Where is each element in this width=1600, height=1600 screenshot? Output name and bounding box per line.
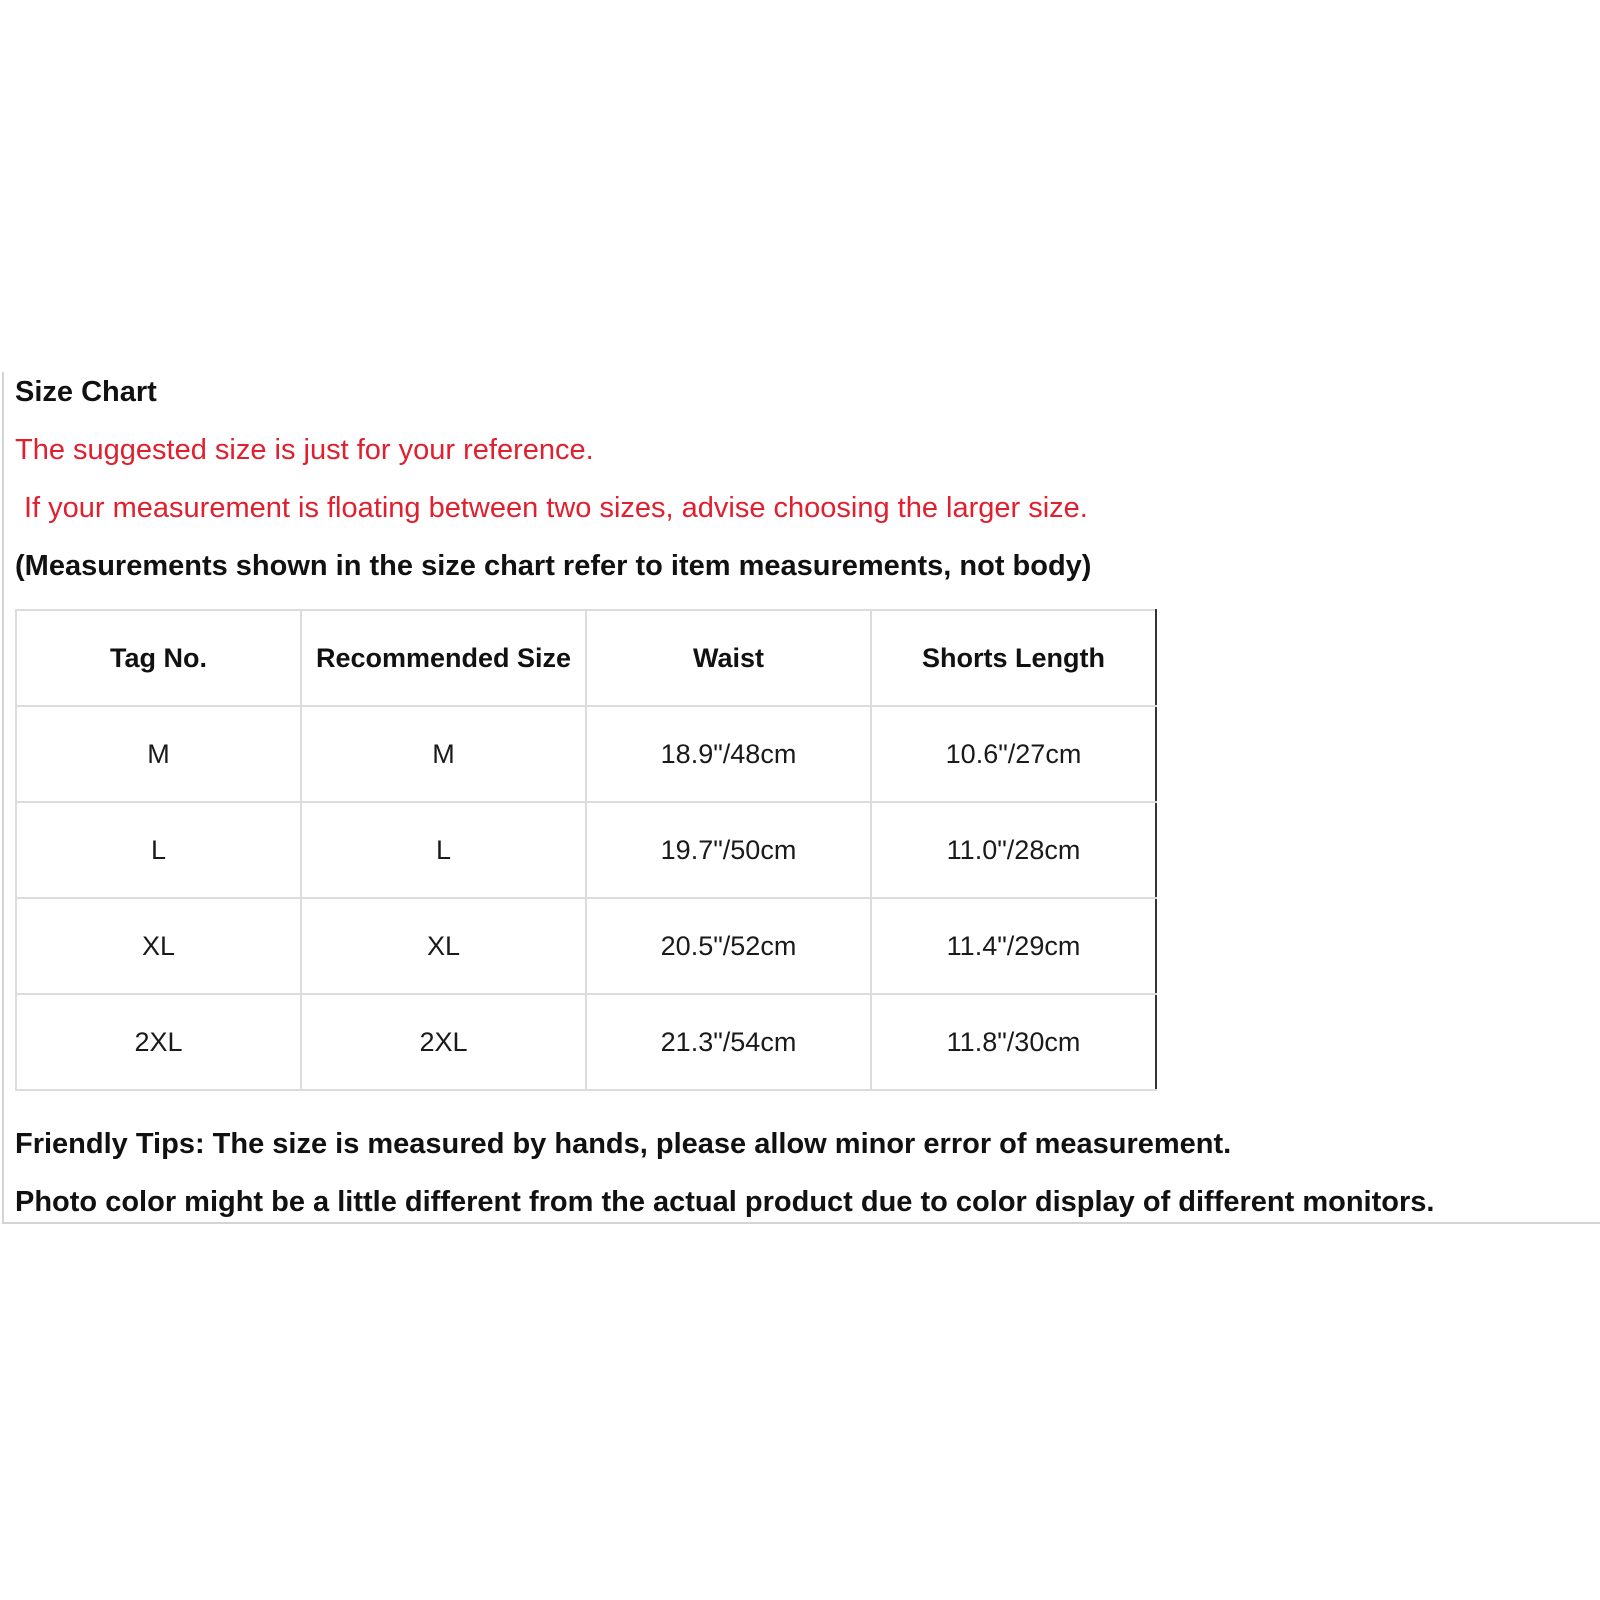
size-chart-title: Size Chart [15, 376, 157, 408]
measurement-note: (Measurements shown in the size chart refer to item measurements, not body) [15, 550, 1092, 582]
table-row [16, 898, 1156, 994]
table-row [16, 994, 1156, 1090]
cell-shorts-length: 11.4"/29cm [871, 898, 1156, 994]
header-recommended-size: Recommended Size [301, 610, 586, 706]
photo-color-note: Photo color might be a little different from the actual product due to color display of different monitors. [15, 1186, 1435, 1218]
header-shorts-length: Shorts Length [871, 610, 1156, 706]
table-header-row [16, 610, 1156, 706]
table-row [16, 802, 1156, 898]
cell-waist: 19.7"/50cm [586, 802, 871, 898]
friendly-tips: Friendly Tips: The size is measured by hands, please allow minor error of measurement. [15, 1128, 1232, 1160]
cell-tag-no: 2XL [16, 994, 301, 1090]
cell-waist: 20.5"/52cm [586, 898, 871, 994]
cell-shorts-length: 11.0"/28cm [871, 802, 1156, 898]
cell-recommended-size: 2XL [301, 994, 586, 1090]
reference-note: The suggested size is just for your reference. [15, 434, 594, 466]
cell-tag-no: L [16, 802, 301, 898]
size-chart-panel [2, 372, 1600, 1224]
table-row [16, 706, 1156, 802]
cell-tag-no: XL [16, 898, 301, 994]
cell-recommended-size: XL [301, 898, 586, 994]
header-tag-no: Tag No. [16, 610, 301, 706]
cell-waist: 18.9"/48cm [586, 706, 871, 802]
cell-tag-no: M [16, 706, 301, 802]
header-waist: Waist [586, 610, 871, 706]
cell-shorts-length: 11.8"/30cm [871, 994, 1156, 1090]
cell-recommended-size: L [301, 802, 586, 898]
cell-recommended-size: M [301, 706, 586, 802]
cell-waist: 21.3"/54cm [586, 994, 871, 1090]
cell-shorts-length: 10.6"/27cm [871, 706, 1156, 802]
floating-size-note: If your measurement is floating between two sizes, advise choosing the larger size. [24, 492, 1088, 524]
size-table [15, 609, 1157, 1091]
